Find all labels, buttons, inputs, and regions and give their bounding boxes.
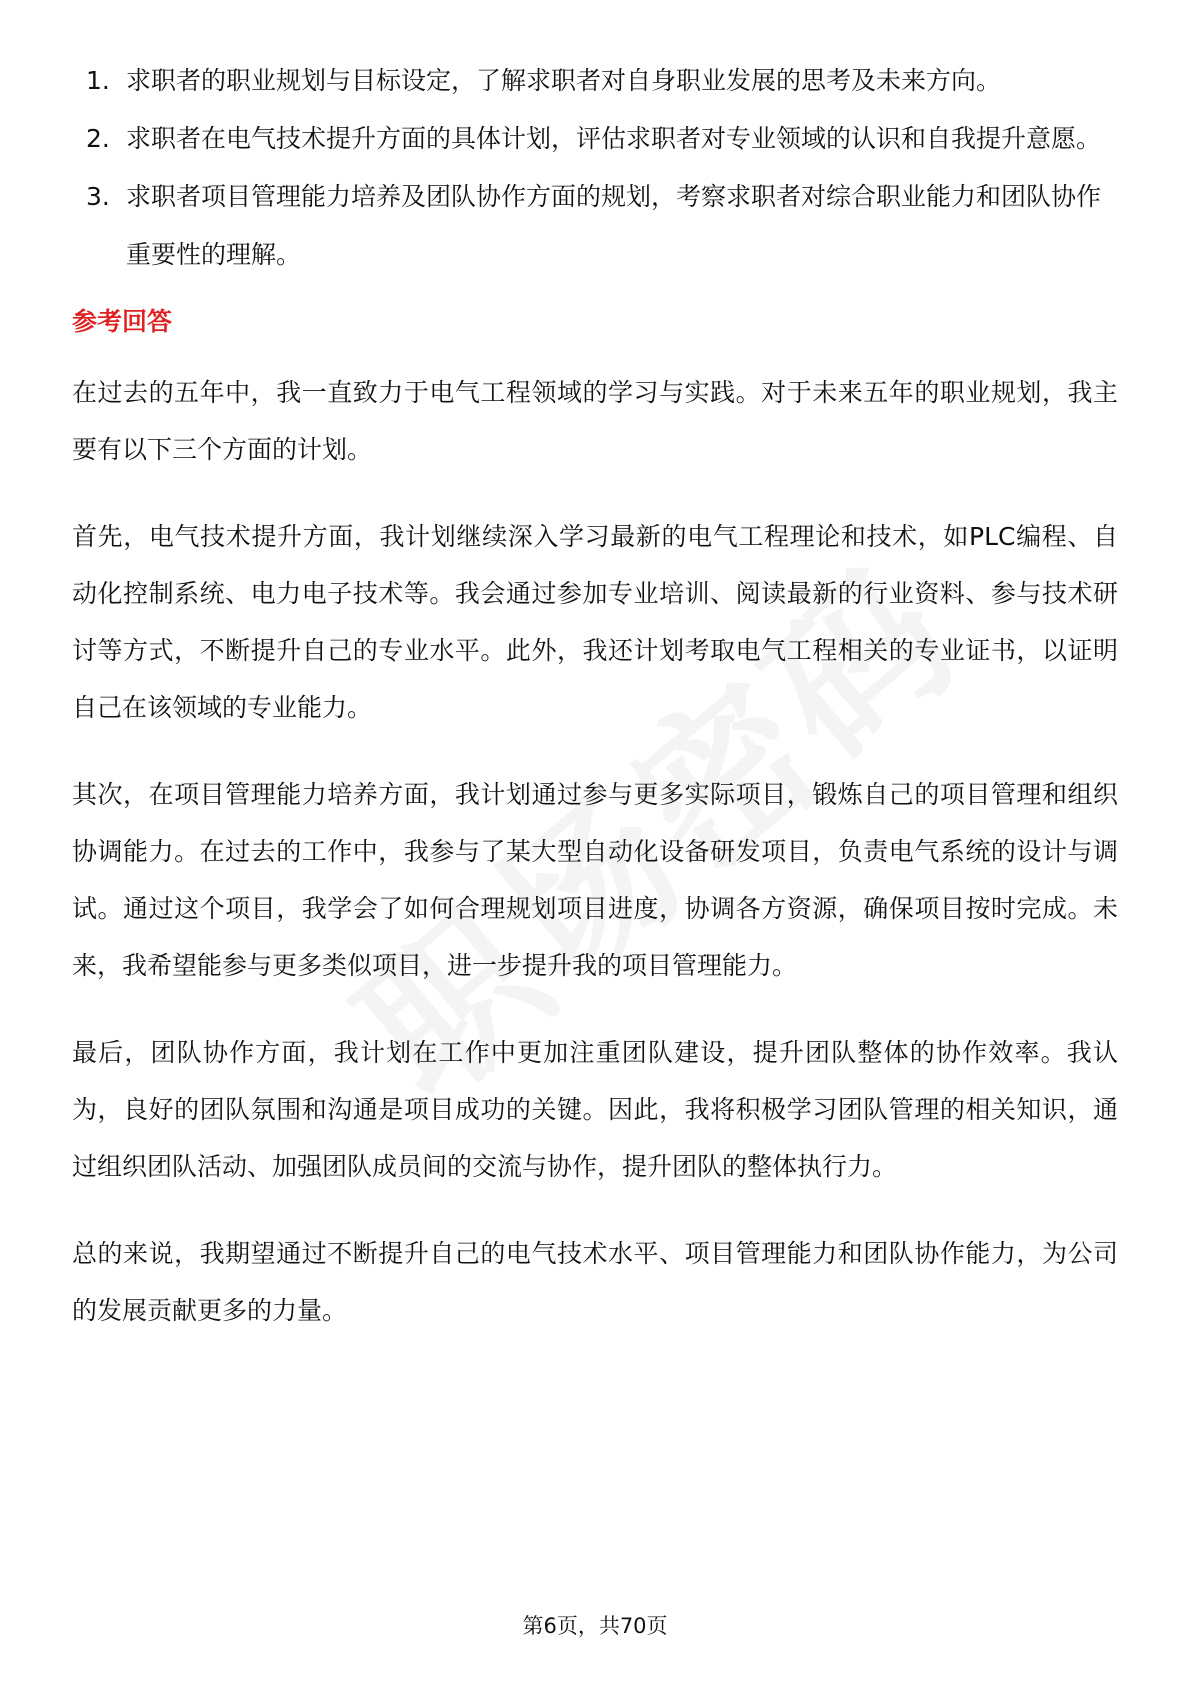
section-heading: 参考回答 [72,307,173,336]
paragraph: 总的来说，我期望通过不断提升自己的电气技术水平、项目管理能力和团队协作能力，为公司的发展贡献更多的力量。 [72,1239,1118,1325]
question-points-list [72,52,1118,284]
list-item-text: 求职者的职业规划与目标设定，了解求职者对自身职业发展的思考及未来方向。 [126,66,1002,95]
paragraph: 首先，电气技术提升方面，我计划继续深入学习最新的电气工程理论和技术，如PLC编程、自动化控制系统、电力电子技术等。我会通过参加专业培训、阅读最新的行业资料、参与技术研讨等方式，不断提升自己的专业水平。此外，我还计划考取电气工程相关的专业证书，以证明自己在该领域的专业能力。 [72,522,1118,722]
list-number: 1. [86,66,110,95]
list-item-text: 求职者在电气技术提升方面的具体计划，评估求职者对专业领域的认识和自我提升意愿。 [126,124,1102,153]
list-number: 3. [86,182,110,211]
list-item [72,168,1118,284]
paragraph: 最后，团队协作方面，我计划在工作中更加注重团队建设，提升团队整体的协作效率。我认为，良好的团队氛围和沟通是项目成功的关键。因此，我将积极学习团队管理的相关知识，通过组织团队活动、加强团队成员间的交流与协作，提升团队的整体执行力。 [72,1038,1118,1181]
page-footer: 第6页，共70页 [522,1614,668,1638]
list-item [72,110,1118,168]
list-item-text: 求职者项目管理能力培养及团队协作方面的规划，考察求职者对综合职业能力和团队协作重要性的理解。 [126,182,1102,269]
list-item [72,52,1118,110]
paragraph: 其次，在项目管理能力培养方面，我计划通过参与更多实际项目，锻炼自己的项目管理和组织协调能力。在过去的工作中，我参与了某大型自动化设备研发项目，负责电气系统的设计与调试。通过这个项目，我学会了如何合理规划项目进度，协调各方资源，确保项目按时完成。未来，我希望能参与更多类似项目，进一步提升我的项目管理能力。 [72,780,1118,980]
paragraph: 在过去的五年中，我一直致力于电气工程领域的学习与实践。对于未来五年的职业规划，我主要有以下三个方面的计划。 [72,378,1118,464]
document-body [72,52,1118,1369]
list-number: 2. [86,124,110,153]
